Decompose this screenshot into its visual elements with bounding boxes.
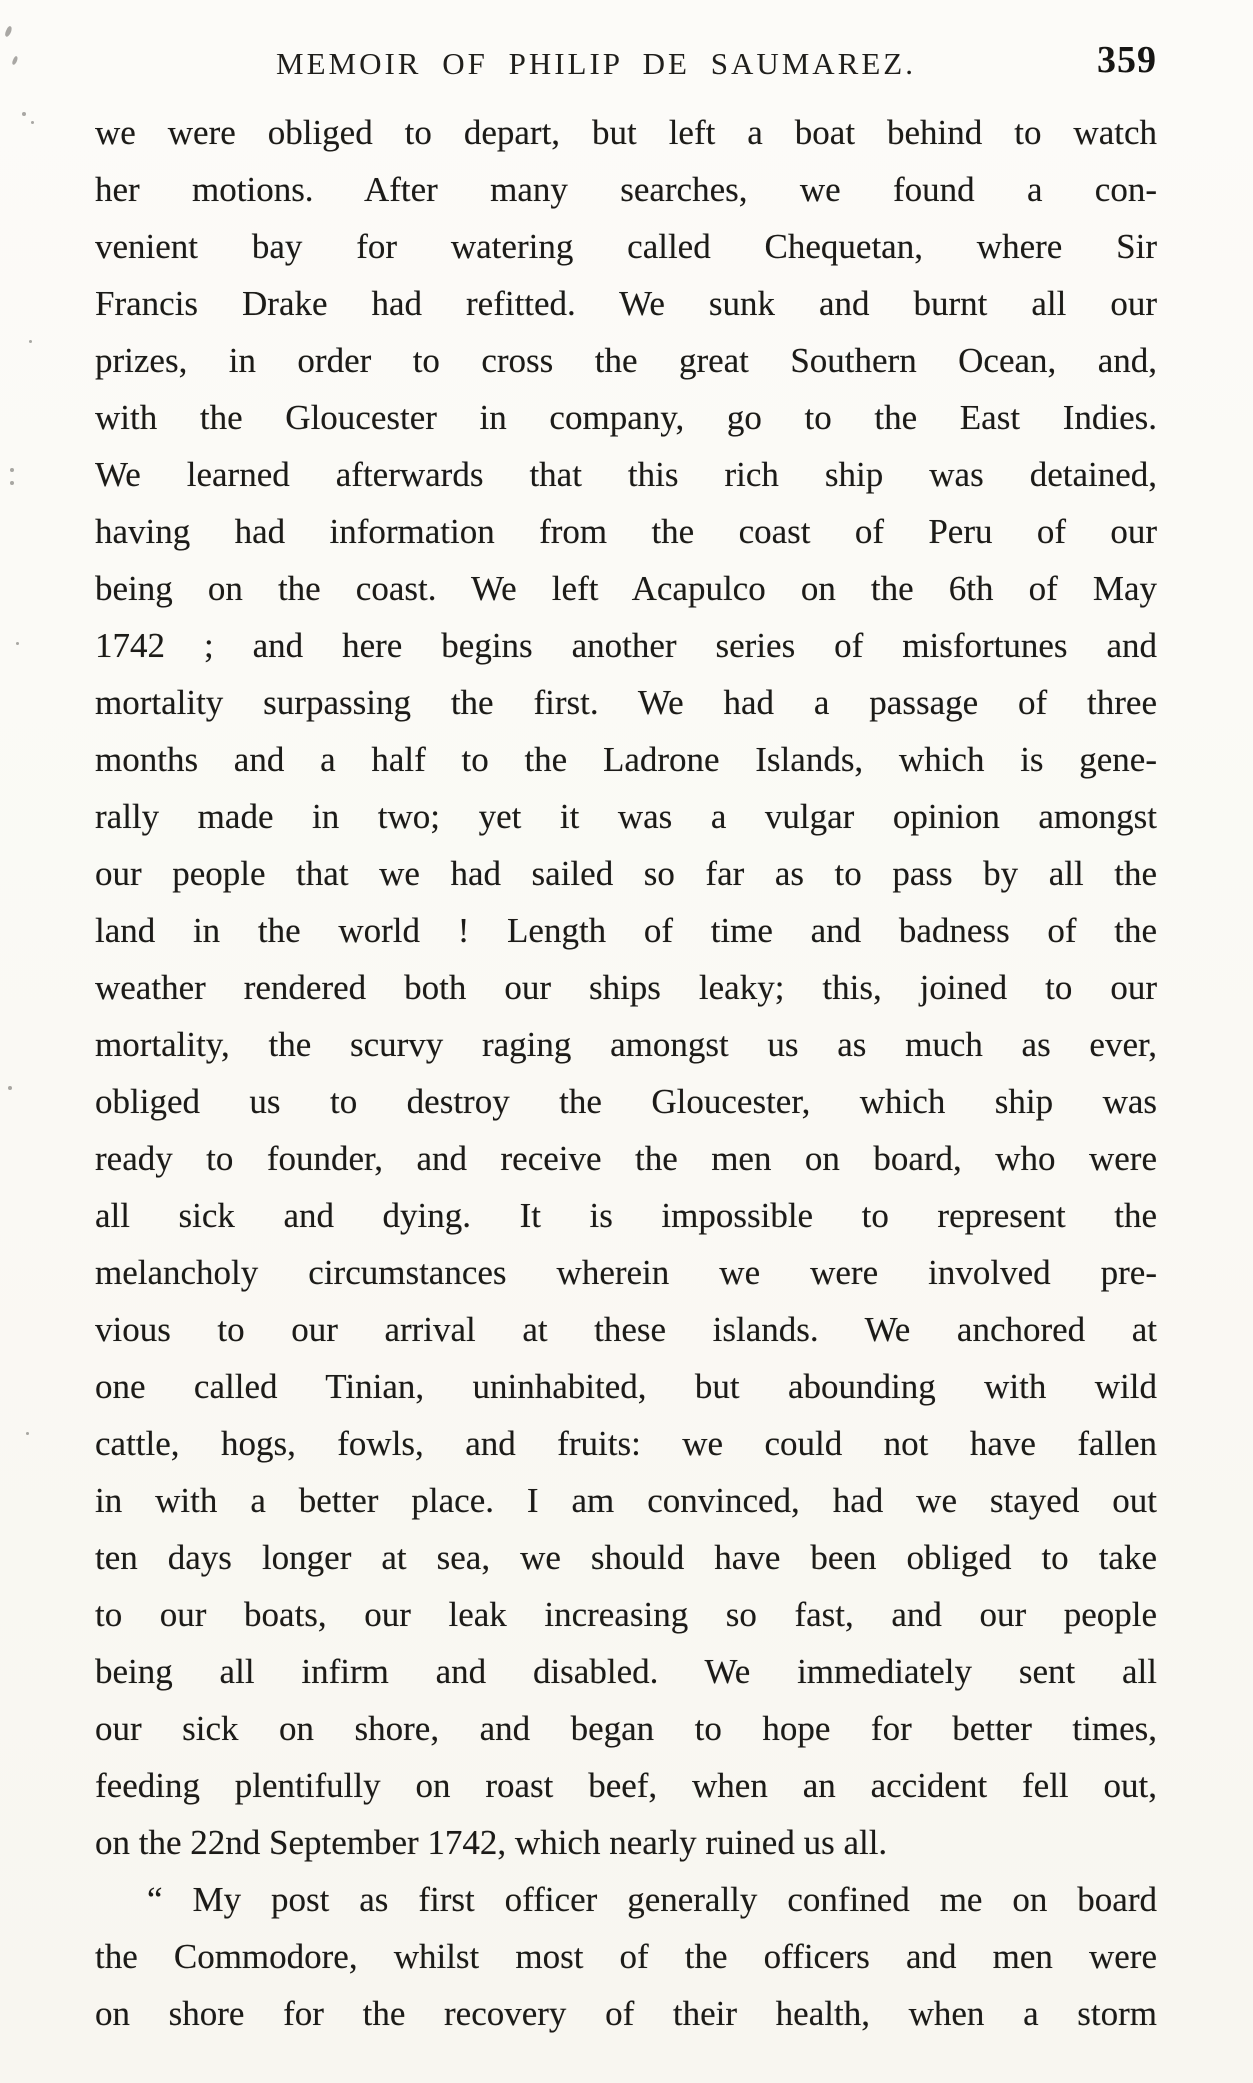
scan-speck — [22, 112, 26, 116]
text-line: melancholy circumstances wherein we were involved pre- — [95, 1253, 1157, 1292]
scan-speck — [11, 56, 18, 66]
scan-speck — [26, 1432, 29, 1435]
text-line: mortality, the scurvy raging amongst us as much as ever, — [95, 1025, 1157, 1064]
page-number: 359 — [1097, 39, 1157, 81]
running-header — [95, 39, 1157, 96]
text-line: on the 22nd September 1742, which nearly ruined us all. — [95, 1823, 888, 1862]
page-body — [95, 104, 1157, 2042]
text-line: having had information from the coast of Peru of our — [95, 512, 1157, 551]
text-line: with the Gloucester in company, go to the East Indies. — [95, 398, 1157, 437]
text-line: being all infirm and disabled. We immediately sent all — [95, 1652, 1157, 1691]
paragraph-2 — [95, 1871, 1157, 2042]
scan-speck — [29, 340, 32, 343]
text-line: we were obliged to depart, but left a boat behind to watch — [95, 113, 1157, 152]
text-line: rally made in two; yet it was a vulgar opinion amongst — [95, 797, 1157, 836]
text-line: months and a half to the Ladrone Islands, which is gene- — [95, 740, 1157, 779]
text-line: in with a better place. I am convinced, had we stayed out — [95, 1481, 1157, 1520]
text-line: all sick and dying. It is impossible to represent the — [95, 1196, 1157, 1235]
text-line: one called Tinian, uninhabited, but abounding with wild — [95, 1367, 1157, 1406]
text-line: our people that we had sailed so far as to pass by all the — [95, 854, 1157, 893]
page-title: MEMOIR OF PHILIP DE SAUMAREZ. — [276, 46, 916, 81]
text-line: “ My post as first officer generally confined me on board — [147, 1880, 1157, 1919]
text-line: ready to founder, and receive the men on board, who were — [95, 1139, 1157, 1178]
text-line: ten days longer at sea, we should have been obliged to take — [95, 1538, 1157, 1577]
text-line: on shore for the recovery of their health, when a storm — [95, 1994, 1157, 2033]
text-line: prizes, in order to cross the great Southern Ocean, and, — [95, 341, 1157, 380]
text-line: being on the coast. We left Acapulco on the 6th of May — [95, 569, 1157, 608]
scan-speck — [4, 25, 13, 37]
text-line: her motions. After many searches, we found a con- — [95, 170, 1157, 209]
text-line: the Commodore, whilst most of the officers and men were — [95, 1937, 1157, 1976]
text-line: cattle, hogs, fowls, and fruits: we could not have fallen — [95, 1424, 1157, 1463]
scan-speck — [8, 1086, 12, 1090]
paragraph-1 — [95, 104, 1157, 1871]
text-line: vious to our arrival at these islands. We anchored at — [95, 1310, 1157, 1349]
text-line: weather rendered both our ships leaky; this, joined to our — [95, 968, 1157, 1007]
text-line: our sick on shore, and began to hope for better times, — [95, 1709, 1157, 1748]
scan-speck — [31, 121, 34, 124]
scan-speck — [16, 642, 19, 645]
text-line: We learned afterwards that this rich ship was detained, — [95, 455, 1157, 494]
text-line: mortality surpassing the first. We had a passage of three — [95, 683, 1157, 722]
text-line: 1742 ; and here begins another series of misfortunes and — [95, 626, 1157, 665]
text-line: to our boats, our leak increasing so fast, and our people — [95, 1595, 1157, 1634]
scan-speck — [10, 481, 14, 485]
text-line: venient bay for watering called Chequetan, where Sir — [95, 227, 1157, 266]
scan-speck — [10, 468, 14, 472]
text-line: obliged us to destroy the Gloucester, which ship was — [95, 1082, 1157, 1121]
text-line: land in the world ! Length of time and badness of the — [95, 911, 1157, 950]
text-line: Francis Drake had refitted. We sunk and burnt all our — [95, 284, 1157, 323]
text-line: feeding plentifully on roast beef, when an accident fell out, — [95, 1766, 1157, 1805]
